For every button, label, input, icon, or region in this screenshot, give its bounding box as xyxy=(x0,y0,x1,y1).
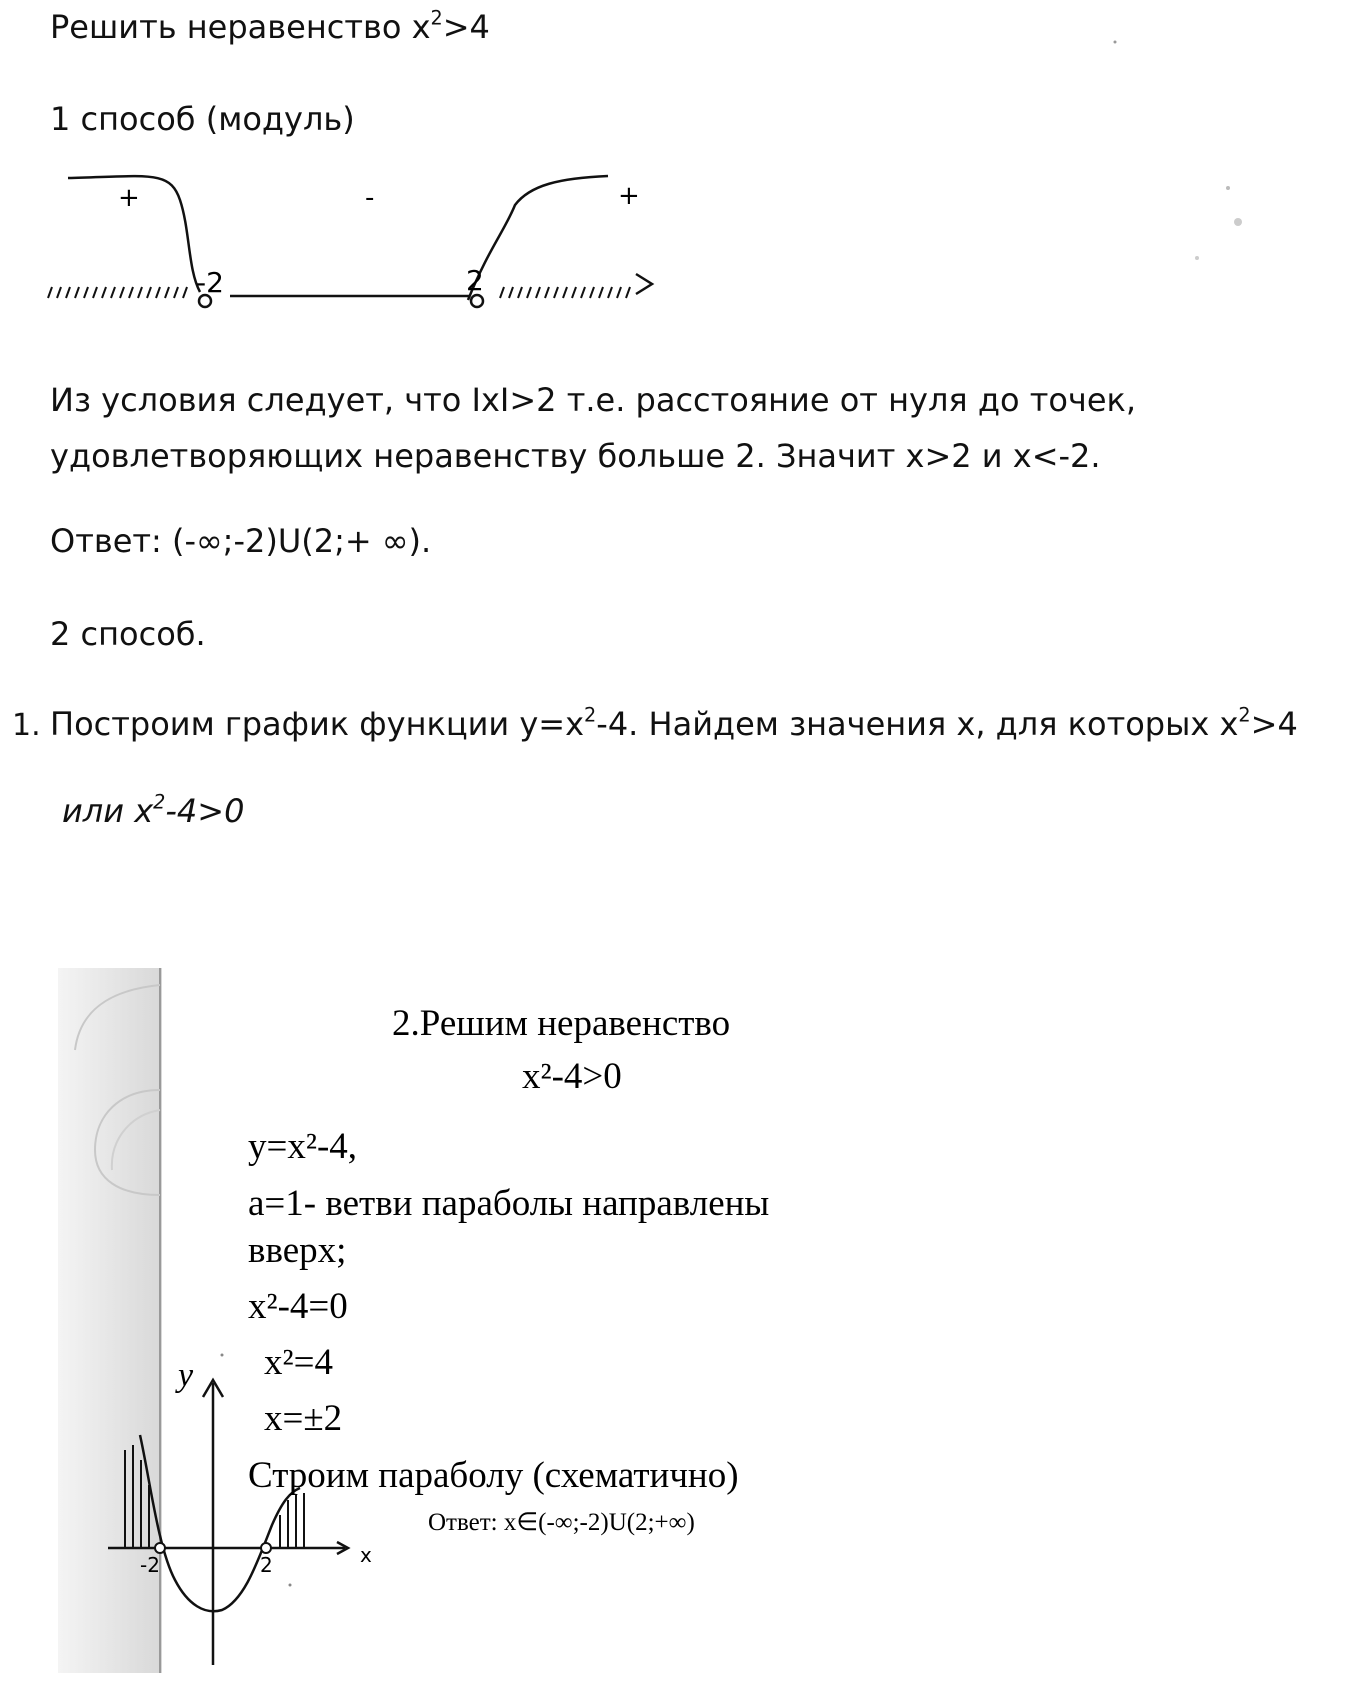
alt-inequality: или $x^2-4>0$ xyxy=(62,790,245,830)
method2-heading: 2 способ. xyxy=(50,615,206,653)
sign-middle: - xyxy=(365,183,375,213)
slide-line-6: x=±2 xyxy=(264,1398,343,1439)
slide-heading: 2.Решим неравенство xyxy=(392,1003,731,1044)
sign-right: + xyxy=(618,181,640,211)
slide-line-1: y=x²-4, xyxy=(248,1126,358,1167)
point-right-label: 2 xyxy=(466,264,484,297)
graph-x-label: x xyxy=(360,1543,372,1567)
answer-method1: Ответ: (-∞;-2)U(2;+ ∞). xyxy=(50,522,432,560)
slide-answer: Ответ: x∈(-∞;-2)U(2;+∞) xyxy=(428,1509,695,1536)
explanation-line-2: удовлетворяющих неравенству больше 2. Значит x>2 и x<-2. xyxy=(50,437,1101,475)
slide-line-4: x²-4=0 xyxy=(248,1286,348,1327)
step1-text: Построим график функции $y=x^2-4$. Найдем значения x, для которых $x^2>4$ xyxy=(50,703,1298,743)
explanation-line-1: Из условия следует, что IxI>2 т.е. расстояние от нуля до точек, xyxy=(50,381,1136,419)
step1-number: 1. xyxy=(12,708,41,743)
slide-line-5: x²=4 xyxy=(264,1342,333,1383)
slide-line-2: a=1- ветви параболы направлены xyxy=(248,1183,770,1224)
graph-y-label: y xyxy=(178,1357,194,1394)
point-left-label: -2 xyxy=(196,266,224,299)
graph-root-pos: 2 xyxy=(260,1553,273,1577)
graph-root-neg: -2 xyxy=(140,1553,160,1577)
slide-line-3: вверх; xyxy=(248,1230,347,1271)
problem-title: Решить неравенство $x^2>4$ xyxy=(50,6,490,46)
slide-inequality: x²-4>0 xyxy=(522,1056,622,1097)
slide-line-7: Строим параболу (схематично) xyxy=(248,1455,739,1496)
method1-heading: 1 способ (модуль) xyxy=(50,100,355,138)
sign-left: + xyxy=(118,183,140,213)
